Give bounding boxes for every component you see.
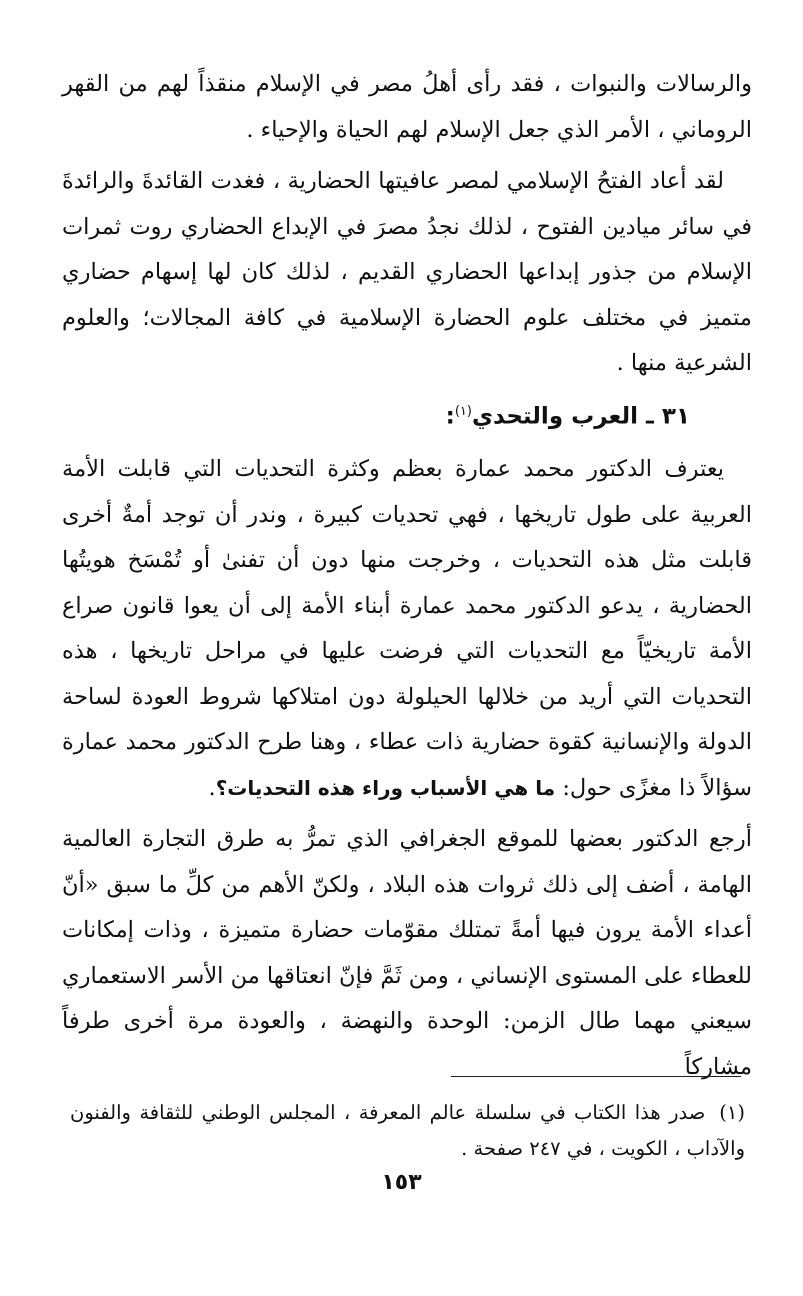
page-number: ١٥٣ xyxy=(381,1170,422,1195)
paragraph-3 xyxy=(62,447,752,811)
footnote-separator xyxy=(451,1076,741,1077)
footnote-text: صدر هذا الكتاب في سلسلة عالم المعرفة ، المجلس الوطني للثقافة والفنون والآداب ، الكويت ، في ٢٤٧ صفحة . xyxy=(70,1101,745,1160)
page-body xyxy=(62,62,752,1090)
heading-text: ٣١ ـ العرب والتحدي xyxy=(471,403,690,430)
paragraph-2: لقد أعاد الفتحُ الإسلامي لمصر عافيتها الحضارية ، فغدت القائدةَ والرائدةَ في سائر ميادين الفتوح ، لذلك نجدُ مصرَ في الإبداع الحضاري روت ثمرات الإسلام من جذور إبداعها الحضاري القديم ، لذلك كان لها إسهام حضاري متميز في مختلف علوم الحضارة الإسلامية في كافة المجالات؛ والعلوم الشرعية منها . xyxy=(62,168,752,376)
heading-footnote-marker: (١) xyxy=(454,403,472,419)
footnote-number: (١) xyxy=(719,1101,745,1124)
paragraph-3-question: ما هي الأسباب وراء هذه التحديات؟ xyxy=(215,775,556,800)
paragraph-3-end: . xyxy=(208,774,216,801)
heading-colon: : xyxy=(445,403,455,430)
paragraph-4: أرجع الدكتور بعضها للموقع الجغرافي الذي تمرُّ به طرق التجارة العالمية الهامة ، أضف إلى ذلك ثروات هذه البلاد ، ولكنّ الأهم من كلِّ ما سبق «أنّ أعداء الأمة يرون فيها أمةً تمتلك مقوّمات حضارة متميزة ، وذات إمكانات للعطاء على المستوى الإنساني ، ومن ثَمَّ فإنّ انعتاقها من الأسر الاستعماري سيعني مهما طال الزمن: الوحدة والنهضة ، والعودة مرة أخرى طرفاً مشاركاً xyxy=(62,826,752,1080)
paragraph-3-text: يعترف الدكتور محمد عمارة بعظم وكثرة التحديات التي قابلت الأمة العربية على طول تاريخها ، فهي تحديات كبيرة ، وندر أن توجد أمةٌ أخرى قابلت مثل هذه التحديات ، وخرجت منها دون أن تفنىٰ أو تُمْسَخ هويتُها الحضارية ، يدعو الدكتور محمد عمارة أبناء الأمة إلى أن يعوا قانون صراع الأمة تاريخيّاً مع التحديات التي فرضت عليها في مراحل تاريخها ، هذه التحديات التي أريد من خلالها الحيلولة دون امتلاكها شروط العودة لساحة الدولة والإنسانية كقوة حضارية ذات عطاء ، وهنا طرح الدكتور محمد عمارة سؤالاً ذا مغزًى حول: xyxy=(62,456,752,801)
footnote xyxy=(70,1095,745,1167)
section-heading xyxy=(62,389,752,440)
paragraph-1: والرسالات والنبوات ، فقد رأى أهلُ مصر في الإسلام منقذاً لهم من القهر الروماني ، الأمر الذي جعل الإسلام لهم الحياة والإحياء . xyxy=(62,71,752,143)
